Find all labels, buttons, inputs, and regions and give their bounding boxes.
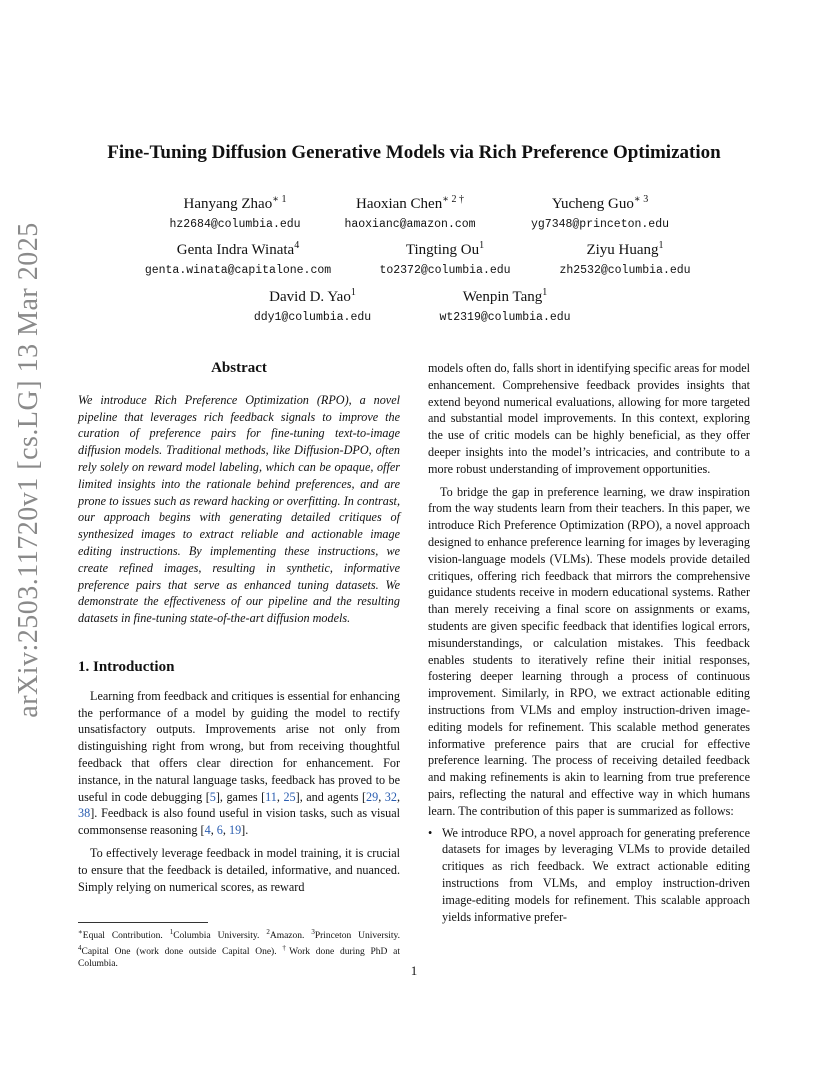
citation-link[interactable]: 6 (216, 823, 223, 838)
author-block (320, 194, 500, 231)
author-block (360, 240, 530, 277)
author-name: Tingting Ou (405, 242, 480, 258)
arxiv-stamp-text: arXiv:2503.11720v1 [cs.LG] 13 Mar 2025 (13, 222, 44, 718)
abstract-text: We introduce Rich Preference Optimization (RPO), a novel pipeline that leverages rich feedback signals to improve the curation of preference pairs for fine-tuning text-to-image diffusion models. Traditional methods, like Diffusion-DPO, often rely solely on reward model labeling, which can be opaque, offer limited insights into the rationale behind preferences, and are prone to issues such as reward hacking or overfitting. In contrast, our approach begins with generating detailed critiques of synthesized images to extract reliable and actionable image editing instructions. By implementing these instructions, we create refined images, resulting in synthetic, informative preference pairs that serve as enhanced tuning datasets. We demonstrate the effectiveness of our pipeline and the resulting datasets in fine-tuning state-of-the-art diffusion models. (78, 392, 400, 626)
author-affil-mark: 1 (542, 287, 548, 298)
author-email[interactable]: zh2532@columbia.edu (559, 264, 691, 277)
contribution-list (428, 825, 750, 926)
footnote-divider (78, 922, 208, 923)
author-name: Yucheng Guo (551, 196, 634, 212)
citation-link[interactable]: 19 (228, 823, 242, 838)
author-block (128, 240, 348, 277)
author-name: David D. Yao (269, 289, 351, 305)
citation-link[interactable]: 29 (366, 789, 379, 804)
author-email[interactable]: wt2319@columbia.edu (439, 311, 571, 324)
author-block (500, 194, 700, 231)
author-block (415, 287, 595, 324)
citation-link[interactable]: 38 (78, 806, 91, 821)
intro-paragraph: To effectively leverage feedback in model training, it is crucial to ensure that the feedback is detailed, informative, and nuanced. Simply relying on numerical scores, as reward (78, 845, 400, 894)
author-email[interactable]: yg7348@princeton.edu (530, 218, 670, 231)
author-name: Genta Indra Winata (176, 242, 295, 258)
author-block (540, 240, 710, 277)
right-column (428, 360, 750, 925)
author-affil-mark: 1 (658, 240, 664, 251)
left-column (78, 360, 400, 895)
author-affil-mark: 4 (294, 240, 300, 251)
body-paragraph: models often do, falls short in identifying specific areas for model enhancement. Comprehensive feedback provides insights that extend beyond numerical evaluations, allowing for more targeted and substantial model improvements. In this context, exploring the use of critic models can be highly beneficial, as they offer deeper insights into the model’s intricacies, and contribute to a more robust understanding of improvement opportunities. (428, 361, 750, 476)
citation-link[interactable]: 25 (283, 789, 296, 804)
author-block (140, 194, 330, 231)
citation-link[interactable]: 5 (209, 789, 216, 804)
author-email[interactable]: to2372@columbia.edu (379, 264, 511, 277)
section-heading: 1. Introduction (78, 658, 175, 675)
citation-link[interactable]: 4 (204, 823, 211, 838)
list-item: • We introduce RPO, a novel approach for generating preference datasets for images by leveraging VLMs to provide detailed critiques as rich feedback. We extract actionable editing instructions from VLMs, and employ instruction-driven image-editing models for refinement. This scalable approach yields informative prefer- (428, 825, 750, 926)
author-affil-mark: ∗ 3 (633, 194, 649, 205)
citation-link[interactable]: 11 (265, 789, 277, 804)
author-block (230, 287, 395, 324)
page-number: 1 (410, 963, 418, 978)
author-name: Hanyang Zhao (183, 196, 273, 212)
author-affil-mark: 1 (479, 240, 485, 251)
abstract-heading: Abstract (211, 360, 267, 376)
author-affil-mark: ∗ 2 † (442, 194, 465, 205)
author-name: Wenpin Tang (462, 289, 543, 305)
author-affil-mark: ∗ 1 (272, 194, 287, 205)
citation-link[interactable]: 32 (384, 789, 397, 804)
author-email[interactable]: ddy1@columbia.edu (253, 311, 372, 324)
intro-paragraph: Learning from feedback and critiques is essential for enhancing the performance of a model by guiding the model to rectify unsatisfactory outputs. Improvements arise not only from distinguishing right from wrong, but from receiving thoughtful feedback that offers clear direction for enhancement. For instance, in the natural language tasks, feedback has proved to be useful in code debugging [5], games [11, 25], and agents [29, 32, 38]. Feedback is also found useful in vision tasks, such as visual commonsense reasoning [4, 6, 19]. (78, 688, 400, 838)
author-name: Haoxian Chen (355, 196, 443, 212)
author-affil-mark: 1 (350, 287, 356, 298)
author-email[interactable]: hz2684@columbia.edu (169, 218, 301, 231)
paper-title: Fine-Tuning Diffusion Generative Models via Rich Preference Optimization (107, 142, 721, 163)
body-paragraph: To bridge the gap in preference learning, we draw inspiration from the way students learn from their teachers. In this paper, we introduce Rich Preference Optimization (RPO), a novel approach designed to enhance preference learning for images by leveraging vision-language models (VLMs). These models provide detailed critiques, offering rich feedback that mirrors the comprehensive guidance students receive in modern educational systems. Rather than merely receiving a final score on assignments or exams, students are given specific feedback that identifies logical errors, misunderstandings, or calculation mistakes. This feedback enables students to iteratively refine their initial responses, fostering deeper learning through a process of continuous improvement. Similarly, in RPO, we extract actionable editing instructions from VLMs and employ instruction-driven image-editing models for refinement. This scalable method generates informative preference pairs that are crucial for effective preference learning. The process of receiving detailed feedback and making refinements is akin to learning from true preference pairs, reflecting the natural and effective way in which humans learn. The contribution of this paper is summarized as follows: (428, 484, 750, 818)
footnote: ∗Equal Contribution. $^1$Columbia University. $^2$Amazon. $^3$Princeton University. $^4$Capital One (work done outside Capital One). †Work done during PhD at Columbia. (78, 928, 400, 970)
author-name: Ziyu Huang (586, 242, 659, 258)
author-email[interactable]: haoxianc@amazon.com (344, 218, 476, 231)
author-email[interactable]: genta.winata@capitalone.com (144, 264, 332, 277)
